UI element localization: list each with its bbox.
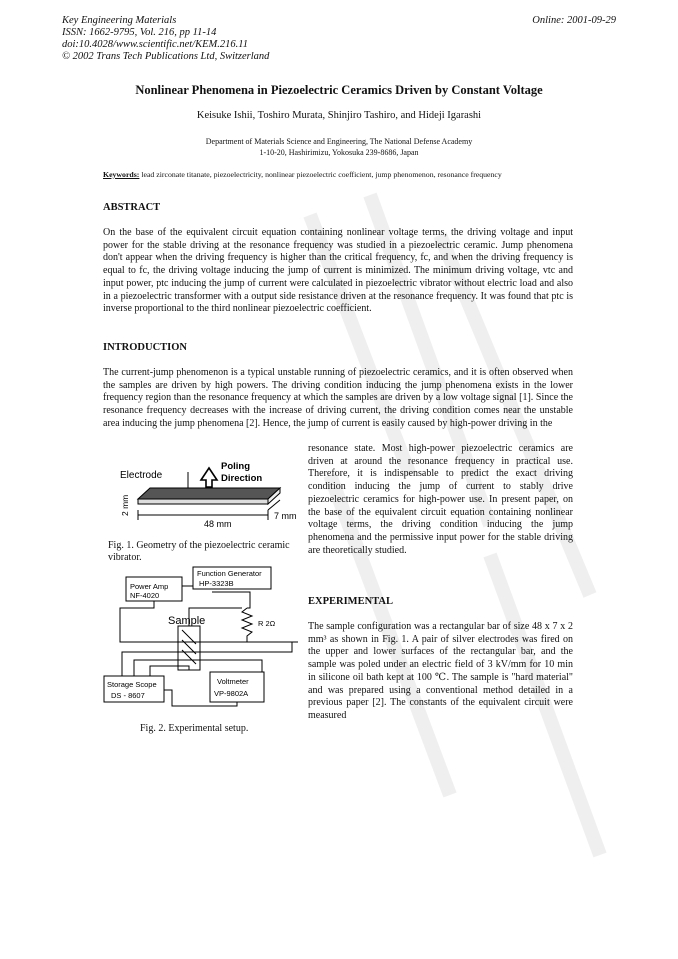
figure-1-vibrator-geometry [108, 452, 298, 537]
wire [134, 660, 262, 676]
wire [122, 642, 292, 676]
affiliation-line-1: Department of Materials Science and Engineering, The National Defense Academy [205, 137, 473, 146]
resistor-symbol [242, 608, 252, 642]
fig1-bar-top [138, 488, 280, 499]
resistor-label: R 2Ω [258, 619, 276, 628]
storage-scope-model: DS - 8607 [111, 691, 145, 700]
figure-1-caption: Fig. 1. Geometry of the piezoelectric ceramic vibrator. [108, 540, 290, 563]
keywords-text: lead zirconate titanate, piezoelectricity, nonlinear piezoelectric coefficient, jump phenomenon, resonance frequency [141, 170, 502, 179]
introduction-heading: INTRODUCTION [103, 342, 188, 353]
authors: Keisuke Ishii, Toshiro Murata, Shinjiro Tashiro, and Hideji Igarashi [196, 110, 482, 121]
storage-scope-label: Storage Scope [107, 680, 157, 689]
keywords [103, 169, 573, 180]
wire [150, 666, 189, 676]
power-amp-label: Power Amp [130, 582, 169, 591]
sample-hatch [182, 630, 196, 664]
sample-label: Sample [168, 615, 206, 627]
fig1-bar-front [138, 499, 268, 504]
affiliation-line-2: 1-10-20, Hashirimizu, Yokosuka 239-8686, Japan [259, 148, 419, 157]
experimental-heading: EXPERIMENTAL [308, 596, 393, 607]
figure-2-caption: Fig. 2. Experimental setup. [140, 723, 249, 734]
experimental-text: The sample configuration was a rectangular bar of size 48 x 7 x 2 mm³ as shown in Fig. 1. A pair of silver electrodes was fired on the upper and lower surfaces of the rectangular bar, and the sample was poled under an electric field of 3 kV/mm for 10 min in silicone oil bath kept at 100 ℃. The sample is "hard material" and was prepared using a conventional method detailed in a previous paper [2]. The constants of the equivalent circuit were measured [308, 621, 573, 721]
fig1-direction-label: Direction [221, 473, 263, 484]
poling-arrow-icon [201, 468, 217, 487]
keywords-label: Keywords: [103, 170, 140, 179]
copyright-line: © 2002 Trans Tech Publications Ltd, Switzerland [62, 51, 270, 62]
function-generator-label: Function Generator [197, 569, 262, 578]
affiliation [0, 136, 678, 158]
sample-box [178, 626, 200, 670]
figure-2-experimental-setup [102, 564, 298, 724]
doi-line: doi:10.4028/www.scientific.net/KEM.216.11 [62, 39, 248, 50]
introduction-text: The current-jump phenomenon is a typical unstable running of piezoelectric ceramics, and it is often observed when the samples are driven by high powers. The driving condition inducing the jump phenomena exists in the lower frequency region than the resonance frequency at which the samples are driven by a low voltage signal [1]. Since the resonance frequency decreases with the increase of driving current, the driving condition comes near the unstable area inducing the jump phenomena [2]. Hence, the jump of current is easily caused by high-power driving in the [103, 367, 573, 429]
issn-line: ISSN: 1662-9795, Vol. 216, pp 11-14 [62, 27, 217, 38]
journal-header [62, 15, 269, 63]
fig1-length-label: 48 mm [204, 519, 232, 529]
fig1-electrode-label: Electrode [120, 470, 163, 481]
fig1-thickness-label: 2 mm [120, 494, 130, 516]
paper-title: Nonlinear Phenomena in Piezoelectric Ceramics Driven by Constant Voltage [135, 83, 543, 97]
power-amp-model: NF-4020 [130, 591, 160, 600]
online-date: Online: 2001-09-29 [532, 15, 616, 26]
voltmeter-model: VP-9802A [214, 689, 249, 698]
abstract-text: On the base of the equivalent circuit equation containing nonlinear voltage terms, the driving voltage and input power for the stable driving at the resonance frequency was studied in a piezoelectric ceramic. Jump phenomena don't appear when the driving frequency is higher than the critical frequency, fc, and when the driving frequency is equal to fc, the driving voltage inducing the jump of current is minimized. The minimum driving voltage, vtc and input power, ptc inducing the jump of current were calculated in piezoelectric vibrator without electric load and also in a piezoelectric transformer with a output side resistance driven at the resonance frequency. It was found that ptc is inverse proportional to the third nonlinear piezoelectric coefficient. [103, 227, 573, 315]
fig1-width-label: 7 mm [274, 511, 297, 521]
fig1-poling-label: Poling [221, 461, 251, 472]
journal-name: Key Engineering Materials [62, 15, 177, 26]
wire [212, 592, 250, 608]
function-generator-model: HP-3323B [199, 579, 234, 588]
introduction-column-text: resonance state. Most high-power piezoelectric ceramics are driven at around the resonance frequency in practical use. Therefore, it is indispensable to predict the exact driving condition inducing the jump of current to stably drive piezoelectric ceramics for high-power use. In present paper, on the base of the equivalent circuit equation containing nonlinear voltage terms, the driving condition inducing the jump phenomena and the permissive input power for the stable driving are theoretically studied. [308, 443, 573, 556]
abstract-heading: ABSTRACT [103, 202, 161, 213]
voltmeter-label: Voltmeter [217, 677, 249, 686]
